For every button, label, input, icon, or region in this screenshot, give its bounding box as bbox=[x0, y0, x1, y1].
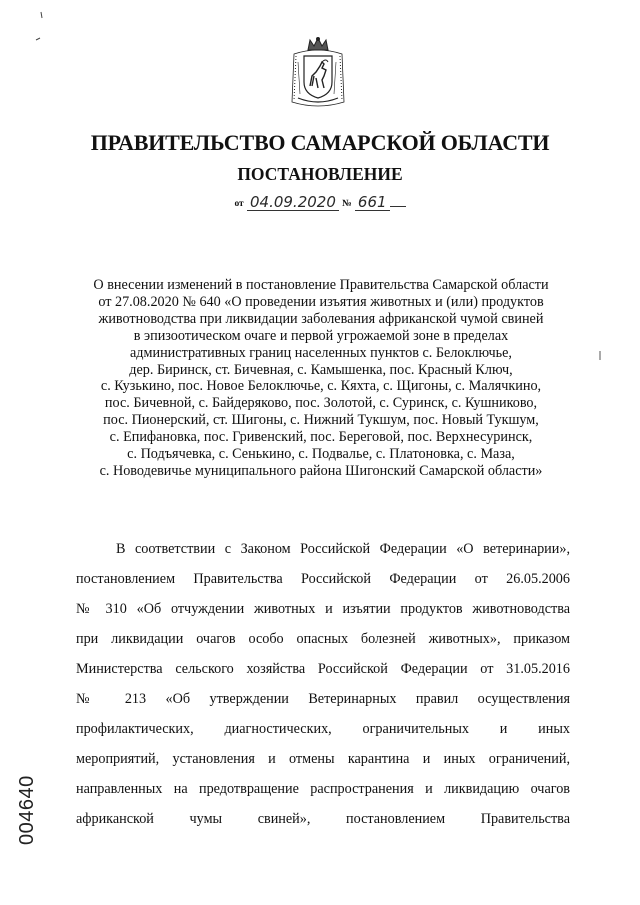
government-title: ПРАВИТЕЛЬСТВО САМАРСКОЙ ОБЛАСТИ bbox=[90, 130, 550, 155]
subject-line: с. Подъячевка, с. Сенькино, с. Подвалье, с. Платоновка, с. Маза, bbox=[127, 446, 515, 463]
subject-line: с. Новодевичье муниципального района Шигонский Самарской области» bbox=[99, 462, 543, 479]
number-value: 661 bbox=[355, 194, 390, 211]
subject-line: О внесении изменений в постановление Правительства Самарской области bbox=[93, 277, 549, 293]
body-line: В соответствии с Законом Российской Федерации «О ветеринарии», bbox=[116, 541, 570, 557]
pen-mark bbox=[30, 8, 50, 48]
subject-line: от 27.08.2020 № 640 «О проведении изъятия животных и (или) продуктов bbox=[98, 293, 544, 310]
subject-line: административных границ населенных пунктов с. Белоключье, bbox=[130, 344, 512, 361]
body-line: при ликвидации очагов особо опасных болезней животных», приказом bbox=[76, 631, 570, 647]
body-line: направленных на предотвращение распространения и ликвидацию очагов bbox=[76, 781, 570, 797]
subject-line: с. Кузькино, пос. Новое Белоключье, с. Кяхта, с. Щигоны, с. Малячкино, bbox=[100, 378, 542, 395]
body-line: № 310 «Об отчуждении животных и изъятии продуктов животноводства bbox=[76, 601, 570, 617]
registration-stamp-number: 004640 bbox=[16, 775, 38, 845]
subject-line: животноводства при ликвидации заболевания африканской чумой свиней bbox=[98, 310, 544, 327]
document-subject bbox=[60, 277, 582, 480]
body-line: мероприятий, установления и отмены карантина и иных ограничений, bbox=[76, 751, 570, 767]
subject-line: в эпизоотическом очаге и первой угрожаемой зоне в пределах bbox=[133, 327, 509, 344]
date-prefix: от bbox=[234, 199, 244, 209]
date-value: 04.09.2020 bbox=[247, 194, 339, 211]
document-body bbox=[76, 534, 570, 834]
subject-line: пос. Бичевной, с. Байдеряково, пос. Золотой, с. Суринск, с. Кушниково, bbox=[104, 395, 538, 412]
number-prefix: № bbox=[342, 199, 352, 209]
subject-line: пос. Пионерский, ст. Шигоны, с. Нижний Тукшум, пос. Новый Тукшум, bbox=[103, 412, 539, 429]
body-line: африканской чумы свиней», постановлением Правительства bbox=[76, 811, 570, 827]
body-line: профилактических, диагностических, ограничительных и иных bbox=[76, 721, 570, 737]
document-type: ПОСТАНОВЛЕНИЕ bbox=[237, 164, 403, 184]
samara-coat-of-arms-icon bbox=[286, 36, 350, 110]
body-line: Министерства сельского хозяйства Российской Федерации от 31.05.2016 bbox=[76, 661, 570, 677]
subject-line: с. Епифановка, пос. Гривенский, пос. Береговой, пос. Верхнесуринск, bbox=[109, 429, 533, 446]
body-line: № 213 «Об утверждении Ветеринарных правил осуществления bbox=[76, 691, 570, 707]
body-line: постановлением Правительства Российской Федерации от 26.05.2006 bbox=[76, 571, 570, 587]
date-number-line bbox=[0, 194, 640, 211]
number-underline bbox=[390, 194, 406, 207]
pen-mark bbox=[596, 350, 604, 362]
subject-line: дер. Биринск, ст. Бичевная, с. Камышенка, пос. Красный Ключ, bbox=[129, 361, 513, 378]
